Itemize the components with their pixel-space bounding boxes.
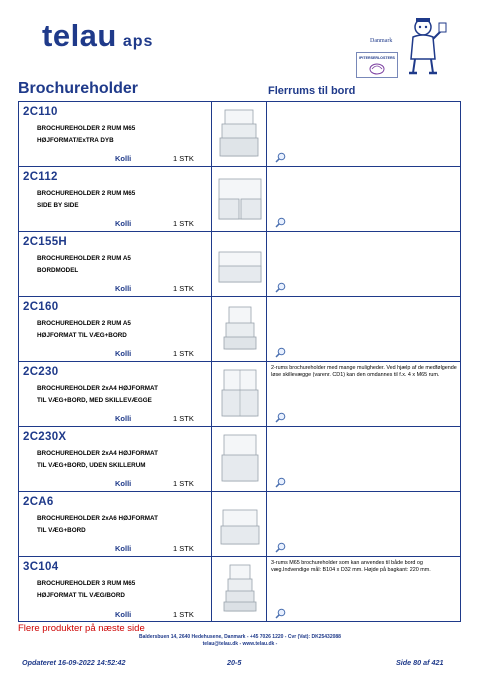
kolli-label: Kolli bbox=[115, 414, 132, 423]
footer-page-number: Side 80 af 421 bbox=[396, 658, 444, 667]
product-description: BROCHUREHOLDER 2 RUM A5 BORDMODEL bbox=[37, 255, 131, 274]
product-row bbox=[19, 102, 460, 167]
kolli-label: Kolli bbox=[115, 154, 132, 163]
brochure-holder-image bbox=[215, 496, 265, 552]
kolli-label: Kolli bbox=[115, 349, 132, 358]
kolli-label: Kolli bbox=[115, 219, 132, 228]
product-description: BROCHUREHOLDER 2 RUM A5 HØJFORMAT TIL VÆG+BORD bbox=[37, 320, 131, 339]
product-code: 2C230 bbox=[23, 366, 59, 378]
kolli-quantity: 1 STK bbox=[173, 479, 194, 488]
brochure-holder-image bbox=[215, 431, 265, 487]
magnifier-zoom-icon[interactable] bbox=[275, 542, 286, 553]
page-header bbox=[0, 0, 480, 80]
kolli-quantity: 1 STK bbox=[173, 284, 194, 293]
brochure-holder-image bbox=[215, 366, 265, 422]
country-label: Danmark bbox=[370, 38, 393, 44]
product-code: 2C230X bbox=[23, 431, 67, 443]
more-products-link[interactable]: Flere produkter på næste side bbox=[18, 623, 145, 634]
product-code: 3C104 bbox=[23, 561, 59, 573]
badge-text: IPITERSERLOSTERS bbox=[359, 56, 395, 60]
product-image[interactable] bbox=[211, 167, 267, 231]
kolli-label: Kolli bbox=[115, 284, 132, 293]
kolli-label: Kolli bbox=[115, 479, 132, 488]
magnifier-zoom-icon[interactable] bbox=[275, 152, 286, 163]
product-code: 2C112 bbox=[23, 171, 58, 183]
company-logo bbox=[42, 18, 153, 54]
magnifier-zoom-icon[interactable] bbox=[275, 477, 286, 488]
kolli-quantity: 1 STK bbox=[173, 544, 194, 553]
product-info: 3-rums M65 brochureholder som kan anvendes til både bord og væg.Indvendige mål: B104 x D32 mm. Højde på bagkant: 220 mm. bbox=[271, 560, 431, 573]
brochure-holder-image bbox=[215, 301, 265, 357]
logo-main: telau bbox=[42, 18, 117, 53]
magnifier-zoom-icon[interactable] bbox=[275, 608, 286, 619]
kolli-quantity: 1 STK bbox=[173, 610, 194, 619]
product-image[interactable] bbox=[211, 232, 267, 296]
product-image[interactable] bbox=[211, 557, 267, 621]
mascot-figure-icon bbox=[405, 15, 447, 77]
product-image[interactable] bbox=[211, 297, 267, 361]
product-image[interactable] bbox=[211, 102, 267, 166]
product-row bbox=[19, 232, 460, 297]
product-description: BROCHUREHOLDER 2xA6 HØJFORMAT TIL VÆG+BORD bbox=[37, 515, 158, 534]
kolli-label: Kolli bbox=[115, 544, 132, 553]
product-image[interactable] bbox=[211, 492, 267, 556]
brochure-holder-image bbox=[215, 236, 265, 292]
kolli-quantity: 1 STK bbox=[173, 154, 194, 163]
product-description: BROCHUREHOLDER 2 RUM M65 HØJFORMAT/ExTRA DYB bbox=[37, 125, 136, 144]
product-description: BROCHUREHOLDER 2xA4 HØJFORMAT TIL VÆG+BORD, UDEN SKILLERUM bbox=[37, 450, 158, 469]
product-code: 2C110 bbox=[23, 106, 58, 118]
product-row bbox=[19, 362, 460, 427]
footer-section: 20-5 bbox=[227, 658, 242, 667]
brochure-holder-image bbox=[215, 171, 265, 227]
logo-suffix: aps bbox=[122, 33, 154, 50]
magnifier-zoom-icon[interactable] bbox=[275, 217, 286, 228]
magnifier-zoom-icon[interactable] bbox=[275, 412, 286, 423]
product-description: BROCHUREHOLDER 3 RUM M65 HØJFORMAT TIL VÆG/BORD bbox=[37, 580, 136, 599]
product-image[interactable] bbox=[211, 427, 267, 491]
brochure-holder-image bbox=[215, 106, 265, 162]
kolli-quantity: 1 STK bbox=[173, 219, 194, 228]
product-row bbox=[19, 492, 460, 557]
product-row bbox=[19, 167, 460, 232]
product-code: 2CA6 bbox=[23, 496, 54, 508]
kolli-quantity: 1 STK bbox=[173, 414, 194, 423]
magnifier-zoom-icon[interactable] bbox=[275, 347, 286, 358]
kolli-label: Kolli bbox=[115, 610, 132, 619]
product-row bbox=[19, 297, 460, 362]
product-row bbox=[19, 427, 460, 492]
footer-updated: Opdateret 16-09-2022 14:52:42 bbox=[22, 658, 126, 667]
kolli-quantity: 1 STK bbox=[173, 349, 194, 358]
product-table bbox=[18, 101, 461, 622]
product-code: 2C155H bbox=[23, 236, 67, 248]
page-title: Brochureholder bbox=[18, 80, 139, 97]
company-address: Baldersbuen 14, 2640 Hedehusene, Danmark - +45 7026 1220 - Cvr (Vat): DK25432088 bbox=[139, 634, 341, 640]
brochure-holder-image bbox=[215, 561, 265, 617]
product-info: 2-rums brochureholder med mange muligheder. Ved hjælp af de medfølgende løse skillevægge (varenr. CD1) kan den omdannes til f.x. 4 x M65 rum. bbox=[271, 365, 457, 378]
product-image[interactable] bbox=[211, 362, 267, 426]
product-row bbox=[19, 557, 460, 622]
interdekoration-badge bbox=[356, 52, 398, 78]
product-description: BROCHUREHOLDER 2xA4 HØJFORMAT TIL VÆG+BORD, MED SKILLEVÆGGE bbox=[37, 385, 158, 404]
product-description: BROCHUREHOLDER 2 RUM M65 SIDE BY SIDE bbox=[37, 190, 136, 209]
magnifier-zoom-icon[interactable] bbox=[275, 282, 286, 293]
product-code: 2C160 bbox=[23, 301, 59, 313]
page-subtitle: Flerrums til bord bbox=[268, 85, 356, 97]
company-contact: telau@telau.dk - www.telau.dk - bbox=[202, 641, 278, 647]
